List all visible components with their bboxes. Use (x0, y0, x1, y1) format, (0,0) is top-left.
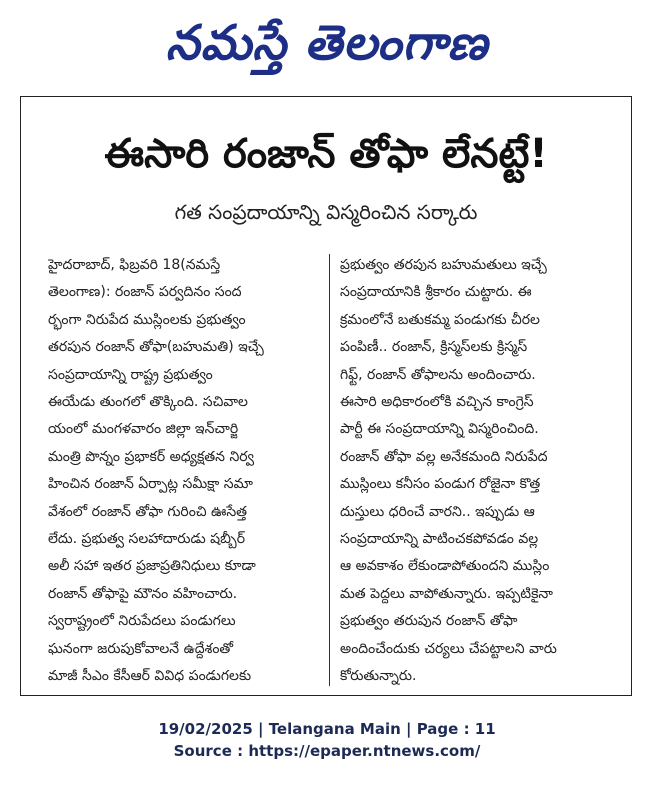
article-text-line: మాజీ సీఎం కేసీఆర్ వివిధ పండుగలకు (48, 668, 252, 685)
newspaper-masthead (0, 8, 654, 78)
article-subheadline: గత సంప్రదాయాన్ని విస్మరించిన సర్కారు (174, 200, 478, 224)
article-text-line: పంపిణీ.. రంజాన్, క్రిస్మస్‌లకు క్రిస్మస్ (340, 339, 528, 356)
article-text-line: తరపున రంజాన్ తోఫా(బహుమతి) ఇచ్చే (48, 339, 264, 356)
edition-info: 19/02/2025 | Telangana Main | Page : 11 (158, 720, 496, 738)
article-text-line: పార్టీ ఈ సంప్రదాయాన్ని విస్మరించింది. (340, 421, 539, 438)
article-column-left (48, 252, 318, 691)
article-text-line: క్రమంలోనే బతుకమ్మ పండుగకు చీరల (340, 311, 540, 328)
article-text-line: ముస్లింలు కనీసం పండుగ రోజైనా కొత్త (340, 476, 541, 493)
article-text-line: కోరుతున్నారు. (340, 668, 417, 685)
article-text-line: గిఫ్ట్, రంజాన్ తోఫాలను అందించారు. (340, 366, 536, 383)
article-text-line: ప్రభుత్వం తరపున బహుమతులు ఇచ్చే (340, 257, 547, 273)
column-divider (329, 254, 330, 686)
article-text-line: అందించేందుకు చర్యలు చేపట్టాలని వారు (340, 640, 557, 657)
article-column-right (340, 252, 618, 691)
article-text-line: స్వరాష్ట్రంలో నిరుపేదలు పండుగలు (48, 613, 236, 630)
article-text-line: యంలో మంగళవారం జిల్లా ఇన్‌చార్జి (48, 421, 239, 438)
source-link[interactable]: Source : https://epaper.ntnews.com/ (173, 742, 481, 760)
article-text-line: ఘనంగా జరుపుకోవాలనే ఉద్దేశంతో (48, 640, 234, 657)
masthead-title: నమస్తే తెలంగాణ (165, 15, 489, 71)
article-text-line: ఈయేడు తుంగలో తొక్కింది. సచివాల (48, 394, 248, 411)
article-text-line: హైదరాబాద్, ఫిబ్రవరి 18(నమస్తే (48, 257, 221, 273)
article-headline: ఈసారి రంజాన్ తోఫా లేనట్టే! (104, 131, 548, 177)
article-text-line: ఈసారి అధికారంలోకి వచ్చిన కాంగ్రెస్ (340, 394, 534, 411)
article-text-line: సంప్రదాయానికి శ్రీకారం చుట్టారు. ఈ (340, 284, 532, 301)
article-text-line: ఆ అవకాశం లేకుండాపోతుందని ముస్లిం (340, 558, 550, 575)
article-text-line: రంజాన్ తోఫాపై మౌనం వహించారు. (48, 585, 238, 602)
article-text-line: సంప్రదాయాన్ని పాటించకపోవడం వల్ల (340, 531, 539, 548)
article-text-line: ర్భంగా నిరుపేద ముస్లింలకు ప్రభుత్వం (48, 311, 246, 328)
article-text-line: ప్రభుత్వం తరుపున రంజాన్ తోఫా (340, 613, 518, 630)
article-text-line: లేదు. ప్రభుత్వ సలహాదారుడు షబ్బీర్ (48, 531, 246, 548)
article-text-line: అలీ సహా ఇతర ప్రజాప్రతినిధులు కూడా (48, 558, 256, 575)
article-text-line: సంప్రదాయాన్ని రాష్ట్ర ప్రభుత్వం (48, 366, 213, 383)
article-text-line: మంత్రి పొన్నం ప్రభాకర్ అధ్యక్షతన నిర్వ (48, 448, 254, 465)
article-text-line: వేశంలో రంజాన్ తోఫా గురించి ఊసేత్త (48, 503, 248, 520)
page-footer (0, 718, 654, 762)
article-text-line: హించిన రంజాన్ ఏర్పాట్ల సమీక్షా సమా (48, 476, 253, 493)
article-text-line: రంజాన్ తోఫా వల్ల అనేకమంది నిరుపేద (340, 448, 548, 465)
article-text-line: దుస్తులు ధరించే వారని.. ఇప్పుడు ఆ (340, 503, 535, 520)
article-text-line: మత పెద్దలు వాపోతున్నారు. ఇప్పటికైనా (340, 585, 553, 602)
article-text-line: తెలంగాణ): రంజాన్ పర్వదినం సంద (48, 284, 242, 301)
